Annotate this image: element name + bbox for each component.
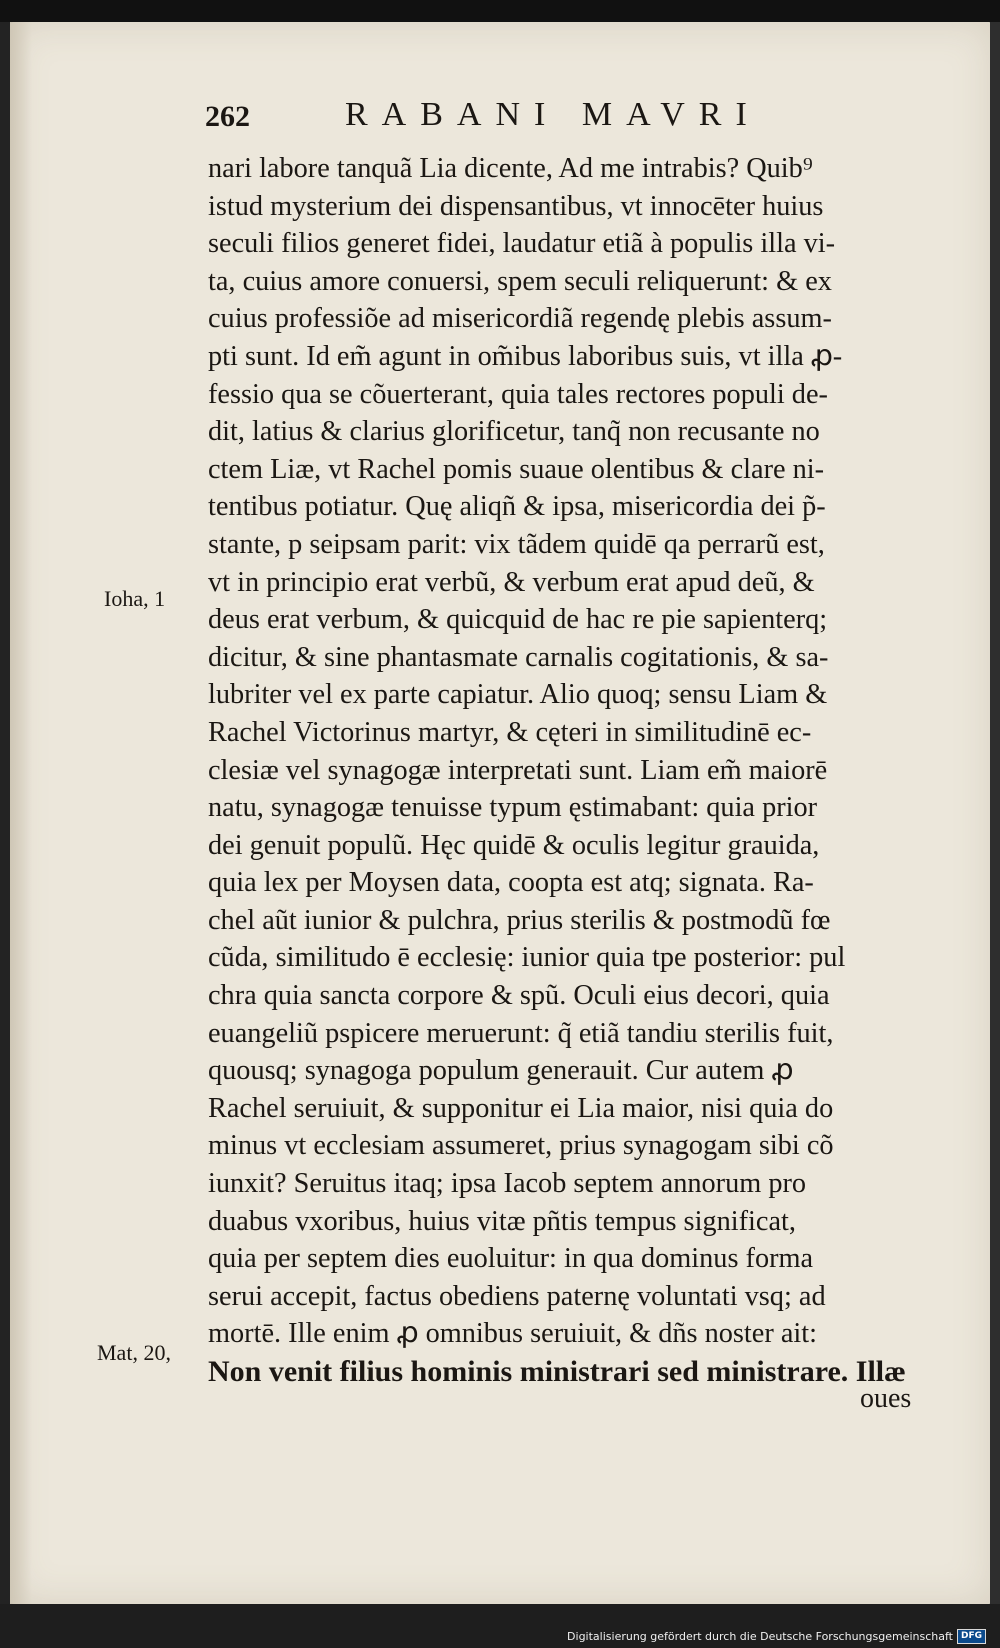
text-line: mortē. Ille enim ꝓ omnibus seruiuit, & dñs noster ait: [208, 1318, 817, 1350]
text-line: deus erat verbum, & quicquid de hac re pie sapienterq; [208, 604, 828, 636]
text-line: ta, cuius amore conuersi, spem seculi reliquerunt: & ex [208, 265, 832, 297]
margin-note-john: Ioha, 1 [104, 586, 166, 611]
text-line: cũda, similitudo ē ecclesię: iunior quia tpe posterior: pul [208, 942, 846, 974]
running-title: RABANI MAVRI [345, 96, 761, 133]
text-line: nari labore tanquã Lia dicente, Ad me intrabis? Quib⁹ [208, 153, 813, 184]
catchword: oues [860, 1383, 912, 1414]
text-line: minus vt ecclesiam assumeret, prius synagogam sibi cõ [208, 1130, 834, 1162]
text-line: dei genuit populũ. Hęc quidē & oculis legitur grauida, [208, 829, 820, 861]
scan-top-edge [0, 0, 1000, 22]
text-line: Rachel seruiuit, & supponitur ei Lia maior, nisi quia do [208, 1092, 834, 1124]
text-line: duabus vxoribus, huius vitæ pñtis tempus significat, [208, 1205, 796, 1237]
text-line: quia lex per Moysen data, coopta est atq; signata. Ra- [208, 867, 814, 899]
text-line: quia per septem dies euoluitur: in qua dominus forma [208, 1243, 814, 1275]
scan-right-edge [990, 22, 1000, 1604]
text-line: clesiæ vel synagogæ interpretati sunt. Liam em̃ maiorē [208, 754, 828, 786]
text-line: fessio qua se cõuerterant, quia tales rectores populi de- [208, 378, 828, 410]
text-line: pti sunt. Id em̃ agunt in om̃ibus laboribus suis, vt illa ꝓ- [208, 340, 843, 372]
page-number: 262 [205, 100, 250, 133]
text-line: ctem Liæ, vt Rachel pomis suaue olentibus & clare ni- [208, 453, 825, 485]
text-line: euangeliũ pspicere meruerunt: q̃ etiã tandiu sterilis fuit, [208, 1017, 834, 1049]
text-line: cuius professiõe ad misericordiã regendę plebis assum- [208, 303, 832, 335]
text-line: dit, latius & clarius glorificetur, tanq̃ non recusante no [208, 416, 820, 448]
text-line: tentibus potiatur. Quę aliqñ & ipsa, misericordia dei p̃- [208, 491, 826, 523]
text-line: istud mysterium dei dispensantibus, vt innocēter huius [208, 190, 824, 222]
body-text [208, 150, 948, 1391]
text-line: quousq; synagoga populum generauit. Cur autem ꝓ [208, 1055, 794, 1087]
text-line: natu, synagogæ tenuisse typum ęstimabant: quia prior [208, 792, 818, 824]
text-line: chel aũt iunior & pulchra, prius sterilis & postmodũ fœ [208, 904, 831, 936]
text-line: Non venit filius hominis ministrari sed ministrare. Illæ [208, 1355, 906, 1388]
dfg-logo-icon: DFG [957, 1629, 986, 1644]
page-gutter-shadow [10, 22, 32, 1604]
text-line: vt in principio erat verbũ, & verbum erat apud deũ, & [208, 566, 815, 598]
text-line: serui accepit, factus obediens paternę voluntati vsq; ad [208, 1280, 826, 1312]
text-line: stante, p seipsam parit: vix tãdem quidē qa perrarũ est, [208, 528, 825, 560]
text-line: dicitur, & sine phantasmate carnalis cogitationis, & sa- [208, 641, 829, 673]
text-line: Rachel Victorinus martyr, & cęteri in similitudinē ec- [208, 716, 812, 748]
text-line: iunxit? Seruitus itaq; ipsa Iacob septem annorum pro [208, 1168, 807, 1200]
text-line: chra quia sancta corpore & spũ. Oculi eius decori, quia [208, 980, 830, 1012]
text-line: seculi filios generet fidei, laudatur etiã à populis illa vi- [208, 228, 836, 260]
margin-note-matthew: Mat, 20, [97, 1340, 171, 1365]
page-header [205, 96, 955, 142]
text-line: lubriter vel ex parte capiatur. Alio quoq; sensu Liam & [208, 679, 828, 711]
digitization-credit [567, 1629, 986, 1644]
credit-text: Digitalisierung gefördert durch die Deutsche Forschungsgemeinschaft [567, 1630, 953, 1643]
